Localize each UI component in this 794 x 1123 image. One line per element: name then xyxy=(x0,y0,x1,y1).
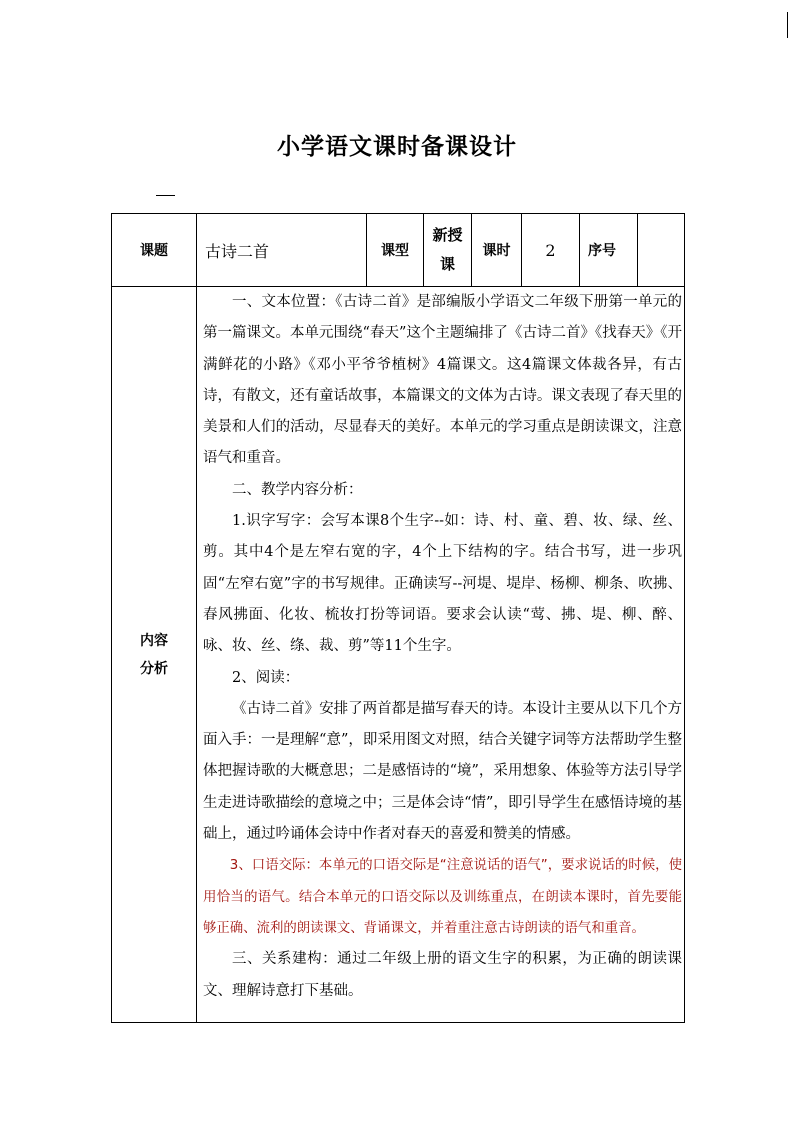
hours-value: 2 xyxy=(522,214,580,287)
paragraph-relationship: 三、关系建构：通过二年级上册的语文生字的积累，为正确的朗读课文、理解诗意打下基础。 xyxy=(203,951,682,999)
type-value-line1: 新授 xyxy=(432,226,463,244)
paragraph-literacy: 1.识字写字：会写本课8个生字--如：诗、村、童、碧、妆、绿、丝、剪。其中4个是左窄右宽的字，4个上下结构的字。结合书写，进一步巩固“左窄右宽”字的书写规律。正确读写--河堤、堤岸、杨柳、柳条、吹拂、春风拂面、化妆、梳妆打扮等词语。要求会认读“莺、拂、堤、柳、醉、咏、妆、丝、绦、裁、剪”等11个生字。 xyxy=(203,513,682,655)
paragraph-analysis-heading: 二、教学内容分析： xyxy=(232,481,363,498)
corner-mark xyxy=(787,12,788,38)
hours-label: 课时 xyxy=(472,214,522,287)
topic-label: 课题 xyxy=(112,214,197,287)
type-label: 课型 xyxy=(367,214,424,287)
topic-value: 古诗二首 xyxy=(197,214,367,287)
seq-value xyxy=(638,214,685,287)
content-label-line2: 分析 xyxy=(140,660,168,677)
content-row xyxy=(112,287,685,1023)
type-value-line2: 课 xyxy=(439,255,455,273)
paragraph-oral-communication: 3、口语交际：本单元的口语交际是“注意说话的语气”，要求说话的时候，使用恰当的语气。结合本单元的口语交际以及训练重点，在朗读本课时，首先要能够正确、流利的朗读课文、背诵课文，并着重注意古诗朗读的语气和重音。 xyxy=(203,858,682,936)
paragraph-reading-heading: 2、阅读： xyxy=(232,669,300,686)
header-row xyxy=(112,214,685,287)
type-value xyxy=(424,214,472,287)
content-label xyxy=(112,287,197,1023)
content-label-line1: 内容 xyxy=(140,632,168,649)
page-title: 小学语文课时备课设计 xyxy=(277,134,517,160)
seq-label: 序号 xyxy=(580,214,638,287)
lesson-table xyxy=(111,213,685,1023)
paragraph-text-position: 一、文本位置：《古诗二首》是部编版小学语文二年级下册第一单元的第一篇课文。本单元围绕“春天”这个主题编排了《古诗二首》《找春天》《开满鲜花的小路》《邓小平爷爷植树》4篇课文。这4篇课文体裁各异，有古诗，有散文，还有童话故事，本篇课文的文体为古诗。课文表现了春天里的美景和人们的活动，尽显春天的美好。本单元的学习重点是朗读课文，注意语气和重音。 xyxy=(203,294,682,467)
paragraph-reading: 《古诗二首》安排了两首都是描写春天的诗。本设计主要从以下几个方面入手：一是理解“意”，即采用图文对照，结合关键字词等方法帮助学生整体把握诗歌的大概意思；二是感悟诗的“境”，采用想象、体验等方法引导学生走进诗歌描绘的意境之中；三是体会诗“情”，即引导学生在感悟诗境的基础上，通过吟诵体会诗中作者对春天的喜爱和赞美的情感。 xyxy=(203,700,682,843)
dash-mark xyxy=(156,195,175,196)
content-cell xyxy=(197,287,685,1023)
